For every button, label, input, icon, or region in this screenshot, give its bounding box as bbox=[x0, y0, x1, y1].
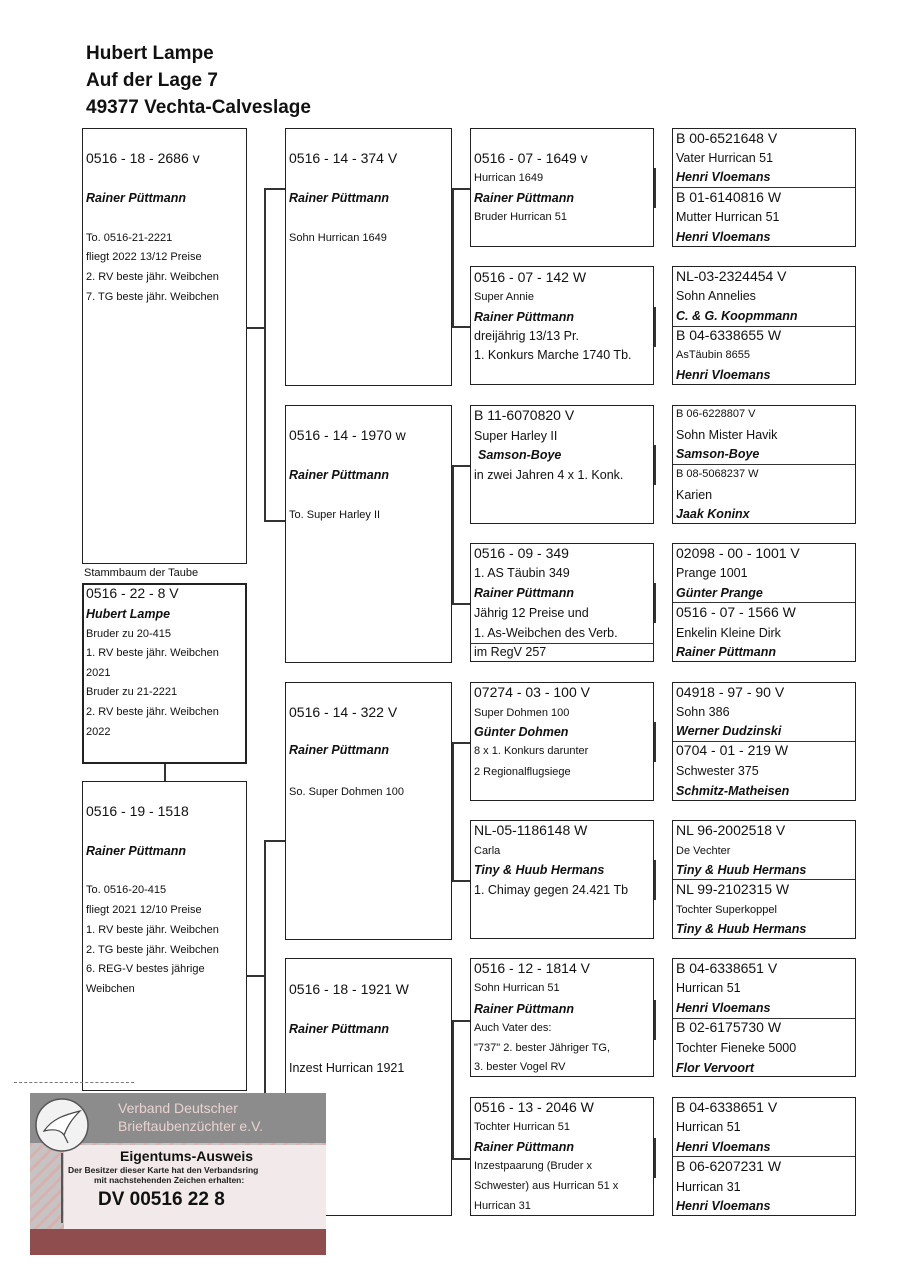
gen3-note: Inzestpaarung (Bruder x bbox=[474, 1160, 593, 1172]
gen3-note: Hurrican 31 bbox=[474, 1200, 531, 1212]
gen3-breeder: Samson-Boye bbox=[478, 448, 562, 462]
gen4-ring: 04918 - 97 - 90 V bbox=[676, 684, 785, 700]
dove-logo-icon bbox=[34, 1097, 90, 1153]
gen4-ring: B 02-6175730 W bbox=[676, 1019, 782, 1035]
gen3-note: 1. Chimay gegen 24.421 Tb bbox=[474, 883, 629, 897]
card-association-line2: Brieftaubenzüchter e.V. bbox=[118, 1118, 264, 1134]
gen3-ring: B 11-6070820 V bbox=[474, 407, 575, 423]
gen3-ring: 0516 - 12 - 1814 V bbox=[474, 960, 590, 976]
card-text-line2: mit nachstehenden Zeichen erhalten: bbox=[94, 1175, 245, 1185]
sire-note: 2. RV beste jähr. Weibchen bbox=[86, 271, 219, 283]
owner-name: Hubert Lampe bbox=[86, 43, 214, 64]
gen3-note: Bruder Hurrican 51 bbox=[474, 211, 567, 223]
gen3-note: 3. bester Vogel RV bbox=[474, 1061, 566, 1073]
dam-box bbox=[82, 781, 247, 1091]
gen3-line: 1. AS Täubin 349 bbox=[474, 566, 570, 580]
dam-connector bbox=[246, 975, 266, 977]
gen4-ring: B 06-6228807 V bbox=[676, 408, 756, 420]
gen3-line: Super Harley II bbox=[474, 429, 558, 443]
sire-note: 7. TG beste jähr. Weibchen bbox=[86, 291, 219, 303]
sire-connector bbox=[246, 327, 266, 329]
gen4-note: Sohn Mister Havik bbox=[676, 428, 778, 442]
rule bbox=[673, 879, 855, 880]
gen4-breeder: Henri Vloemans bbox=[676, 170, 771, 184]
gen4-breeder: Werner Dudzinski bbox=[676, 724, 782, 738]
gen4-breeder: Henri Vloemans bbox=[676, 368, 771, 382]
connector bbox=[452, 742, 470, 744]
gen4-note: Hurrican 51 bbox=[676, 981, 741, 995]
pedigree-label: Stammbaum der Taube bbox=[84, 567, 199, 579]
connector bbox=[264, 520, 286, 522]
gen4-breeder: Flor Vervoort bbox=[676, 1061, 755, 1075]
connector bbox=[452, 1158, 470, 1160]
gen4-note: AsTäubin 8655 bbox=[676, 349, 750, 361]
gen4-ring: B 01-6140816 W bbox=[676, 189, 782, 205]
ownership-card bbox=[30, 1093, 326, 1255]
gen3-ring: 0516 - 09 - 349 bbox=[474, 545, 569, 561]
gen3-ring: 0516 - 13 - 2046 W bbox=[474, 1099, 594, 1115]
rule bbox=[673, 464, 855, 465]
subject-breeder: Hubert Lampe bbox=[86, 607, 171, 621]
owner-city: 49377 Vechta-Calveslage bbox=[86, 97, 311, 118]
gen2-ring: 0516 - 14 - 322 V bbox=[289, 704, 398, 720]
connector bbox=[654, 307, 656, 347]
gen2-breeder: Rainer Püttmann bbox=[289, 468, 390, 482]
gen3-line: Tochter Hurrican 51 bbox=[474, 1121, 570, 1133]
gen4-note: Prange 1001 bbox=[676, 566, 748, 580]
gen4-ring: B 08-5068237 W bbox=[676, 468, 759, 480]
gen3-breeder: Rainer Püttmann bbox=[474, 586, 575, 600]
gen4-note: Sohn Annelies bbox=[676, 289, 756, 303]
gen3-note: 1. As-Weibchen des Verb. bbox=[474, 626, 618, 640]
gen2-box bbox=[285, 405, 452, 663]
sire-note: To. 0516-21-2221 bbox=[86, 232, 173, 244]
dam-ring: 0516 - 19 - 1518 bbox=[86, 803, 189, 819]
card-pin bbox=[61, 1153, 63, 1223]
subject-note: 1. RV beste jähr. Weibchen bbox=[86, 647, 219, 659]
gen3-line: Carla bbox=[474, 845, 501, 857]
gen3-note: Jährig 12 Preise und bbox=[474, 606, 589, 620]
gen4-note: Hurrican 31 bbox=[676, 1180, 741, 1194]
gen4-note: De Vechter bbox=[676, 845, 731, 857]
gen2-note: To. Super Harley II bbox=[289, 509, 381, 521]
gen2-breeder: Rainer Püttmann bbox=[289, 1022, 390, 1036]
gen4-breeder: Tiny & Huub Hermans bbox=[676, 863, 807, 877]
gen3-note: 8 x 1. Konkurs darunter bbox=[474, 745, 589, 757]
connector bbox=[452, 465, 470, 467]
gen3-box bbox=[470, 128, 654, 247]
gen4-breeder: Rainer Püttmann bbox=[676, 645, 777, 659]
gen3-line: Super Dohmen 100 bbox=[474, 707, 570, 719]
gen3-note: 2 Regionalflugsiege bbox=[474, 766, 571, 778]
connector bbox=[452, 465, 454, 603]
gen2-note: Sohn Hurrican 1649 bbox=[289, 232, 387, 244]
gen3-breeder: Rainer Püttmann bbox=[474, 191, 575, 205]
gen4-note: Enkelin Kleine Dirk bbox=[676, 626, 781, 640]
connector bbox=[452, 326, 470, 328]
gen2-breeder: Rainer Püttmann bbox=[289, 743, 390, 757]
gen4-ring: 0704 - 01 - 219 W bbox=[676, 742, 789, 758]
gen4-breeder: Jaak Koninx bbox=[676, 507, 750, 521]
dam-breeder: Rainer Püttmann bbox=[86, 844, 187, 858]
sire-breeder: Rainer Püttmann bbox=[86, 191, 187, 205]
gen3-ring: 0516 - 07 - 1649 v bbox=[474, 150, 588, 166]
rule bbox=[673, 187, 855, 188]
subject-dam-connector bbox=[164, 763, 166, 781]
subject-note: 2022 bbox=[86, 726, 111, 738]
gen4-breeder: Henri Vloemans bbox=[676, 1001, 771, 1015]
connector bbox=[452, 1020, 470, 1022]
gen4-ring: B 04-6338655 W bbox=[676, 327, 782, 343]
gen4-ring: 02098 - 00 - 1001 V bbox=[676, 545, 800, 561]
gen3-line: Super Annie bbox=[474, 291, 534, 303]
gen3-ring: 07274 - 03 - 100 V bbox=[474, 684, 590, 700]
card-bottom-band bbox=[30, 1229, 326, 1255]
gen4-ring: B 06-6207231 W bbox=[676, 1158, 782, 1174]
connector bbox=[654, 722, 656, 762]
sire-branch bbox=[264, 188, 266, 520]
gen4-ring: 0516 - 07 - 1566 W bbox=[676, 604, 796, 620]
gen4-note: Karien bbox=[676, 488, 713, 502]
gen2-ring: 0516 - 14 - 1970 w bbox=[289, 427, 406, 443]
gen4-breeder: Günter Prange bbox=[676, 586, 763, 600]
gen4-ring: B 04-6338651 V bbox=[676, 960, 778, 976]
gen3-ring: NL-05-1186148 W bbox=[474, 822, 588, 838]
rule bbox=[471, 643, 653, 644]
gen2-ring: 0516 - 18 - 1921 W bbox=[289, 981, 409, 997]
gen3-note: 1. Konkurs Marche 1740 Tb. bbox=[474, 348, 632, 362]
owner-street: Auf der Lage 7 bbox=[86, 70, 218, 91]
subject-note: 2021 bbox=[86, 667, 111, 679]
gen2-note: Inzest Hurrican 1921 bbox=[289, 1061, 405, 1075]
subject-note: 2. RV beste jähr. Weibchen bbox=[86, 706, 219, 718]
subject-ring: 0516 - 22 - 8 V bbox=[86, 585, 179, 601]
gen3-breeder: Rainer Püttmann bbox=[474, 1002, 575, 1016]
gen4-ring: NL 99-2102315 W bbox=[676, 881, 790, 897]
gen3-breeder: Rainer Püttmann bbox=[474, 1140, 575, 1154]
gen2-ring: 0516 - 14 - 374 V bbox=[289, 150, 398, 166]
gen2-note: So. Super Dohmen 100 bbox=[289, 786, 404, 798]
connector bbox=[264, 840, 286, 842]
connector bbox=[452, 742, 454, 880]
sire-note: fliegt 2022 13/12 Preise bbox=[86, 251, 202, 263]
connector bbox=[452, 603, 470, 605]
gen4-note: Mutter Hurrican 51 bbox=[676, 210, 780, 224]
gen3-line: Sohn Hurrican 51 bbox=[474, 982, 560, 994]
connector bbox=[452, 188, 454, 326]
card-ring-number: DV 00516 22 8 bbox=[98, 1189, 225, 1210]
gen4-note: Schwester 375 bbox=[676, 764, 759, 778]
dam-note: Weibchen bbox=[86, 983, 135, 995]
gen4-breeder: Samson-Boye bbox=[676, 447, 760, 461]
gen4-ring: NL-03-2324454 V bbox=[676, 268, 787, 284]
connector bbox=[654, 583, 656, 623]
dam-note: 2. TG beste jähr. Weibchen bbox=[86, 944, 219, 956]
gen3-note: "737" 2. bester Jähriger TG, bbox=[474, 1042, 611, 1054]
gen3-note: im RegV 257 bbox=[474, 645, 547, 659]
connector bbox=[264, 188, 286, 190]
gen3-breeder: Rainer Püttmann bbox=[474, 310, 575, 324]
gen4-note: Tochter Fieneke 5000 bbox=[676, 1041, 797, 1055]
gen4-breeder: Henri Vloemans bbox=[676, 1199, 771, 1213]
connector bbox=[452, 880, 470, 882]
gen4-breeder: C. & G. Koopmmann bbox=[676, 309, 798, 323]
gen3-note: Schwester) aus Hurrican 51 x bbox=[474, 1180, 619, 1192]
gen4-ring: NL 96-2002518 V bbox=[676, 822, 786, 838]
gen3-note: dreijährig 13/13 Pr. bbox=[474, 329, 579, 343]
gen3-note: Auch Vater des: bbox=[474, 1022, 552, 1034]
gen2-breeder: Rainer Püttmann bbox=[289, 191, 390, 205]
rule bbox=[673, 1156, 855, 1157]
gen4-note: Hurrican 51 bbox=[676, 1120, 741, 1134]
connector bbox=[452, 188, 470, 190]
gen3-note: in zwei Jahren 4 x 1. Konk. bbox=[474, 468, 624, 482]
gen2-box bbox=[285, 682, 452, 940]
gen4-breeder: Henri Vloemans bbox=[676, 1140, 771, 1154]
dam-note: To. 0516-20-415 bbox=[86, 884, 167, 896]
gen4-breeder: Henri Vloemans bbox=[676, 230, 771, 244]
card-text-line1: Der Besitzer dieser Karte hat den Verbandsring bbox=[68, 1165, 259, 1175]
gen2-box bbox=[285, 128, 452, 386]
connector bbox=[654, 168, 656, 208]
gen4-ring: B 00-6521648 V bbox=[676, 130, 778, 146]
connector bbox=[654, 860, 656, 900]
connector bbox=[654, 1000, 656, 1040]
gen3-breeder: Tiny & Huub Hermans bbox=[474, 863, 605, 877]
gen4-note: Tochter Superkoppel bbox=[676, 904, 777, 916]
card-title: Eigentums-Ausweis bbox=[120, 1148, 254, 1164]
gen3-ring: 0516 - 07 - 142 W bbox=[474, 269, 587, 285]
connector bbox=[452, 1020, 454, 1158]
gen3-line: Hurrican 1649 bbox=[474, 172, 544, 184]
gen4-breeder: Tiny & Huub Hermans bbox=[676, 922, 807, 936]
dam-note: 1. RV beste jähr. Weibchen bbox=[86, 924, 219, 936]
connector bbox=[654, 445, 656, 485]
dam-note: fliegt 2021 12/10 Preise bbox=[86, 904, 202, 916]
gen4-ring: B 04-6338651 V bbox=[676, 1099, 778, 1115]
sire-ring: 0516 - 18 - 2686 v bbox=[86, 150, 200, 166]
rule bbox=[673, 602, 855, 603]
gen4-note: Vater Hurrican 51 bbox=[676, 151, 774, 165]
card-association-line1: Verband Deutscher bbox=[118, 1100, 238, 1116]
gen3-breeder: Günter Dohmen bbox=[474, 725, 569, 739]
subject-note: Bruder zu 20-415 bbox=[86, 628, 171, 640]
gen4-note: Sohn 386 bbox=[676, 705, 730, 719]
gen4-breeder: Schmitz-Matheisen bbox=[676, 784, 790, 798]
dam-note: 6. REG-V bestes jährige bbox=[86, 963, 205, 975]
connector bbox=[654, 1138, 656, 1178]
card-cut-line bbox=[14, 1082, 134, 1083]
subject-note: Bruder zu 21-2221 bbox=[86, 686, 178, 698]
